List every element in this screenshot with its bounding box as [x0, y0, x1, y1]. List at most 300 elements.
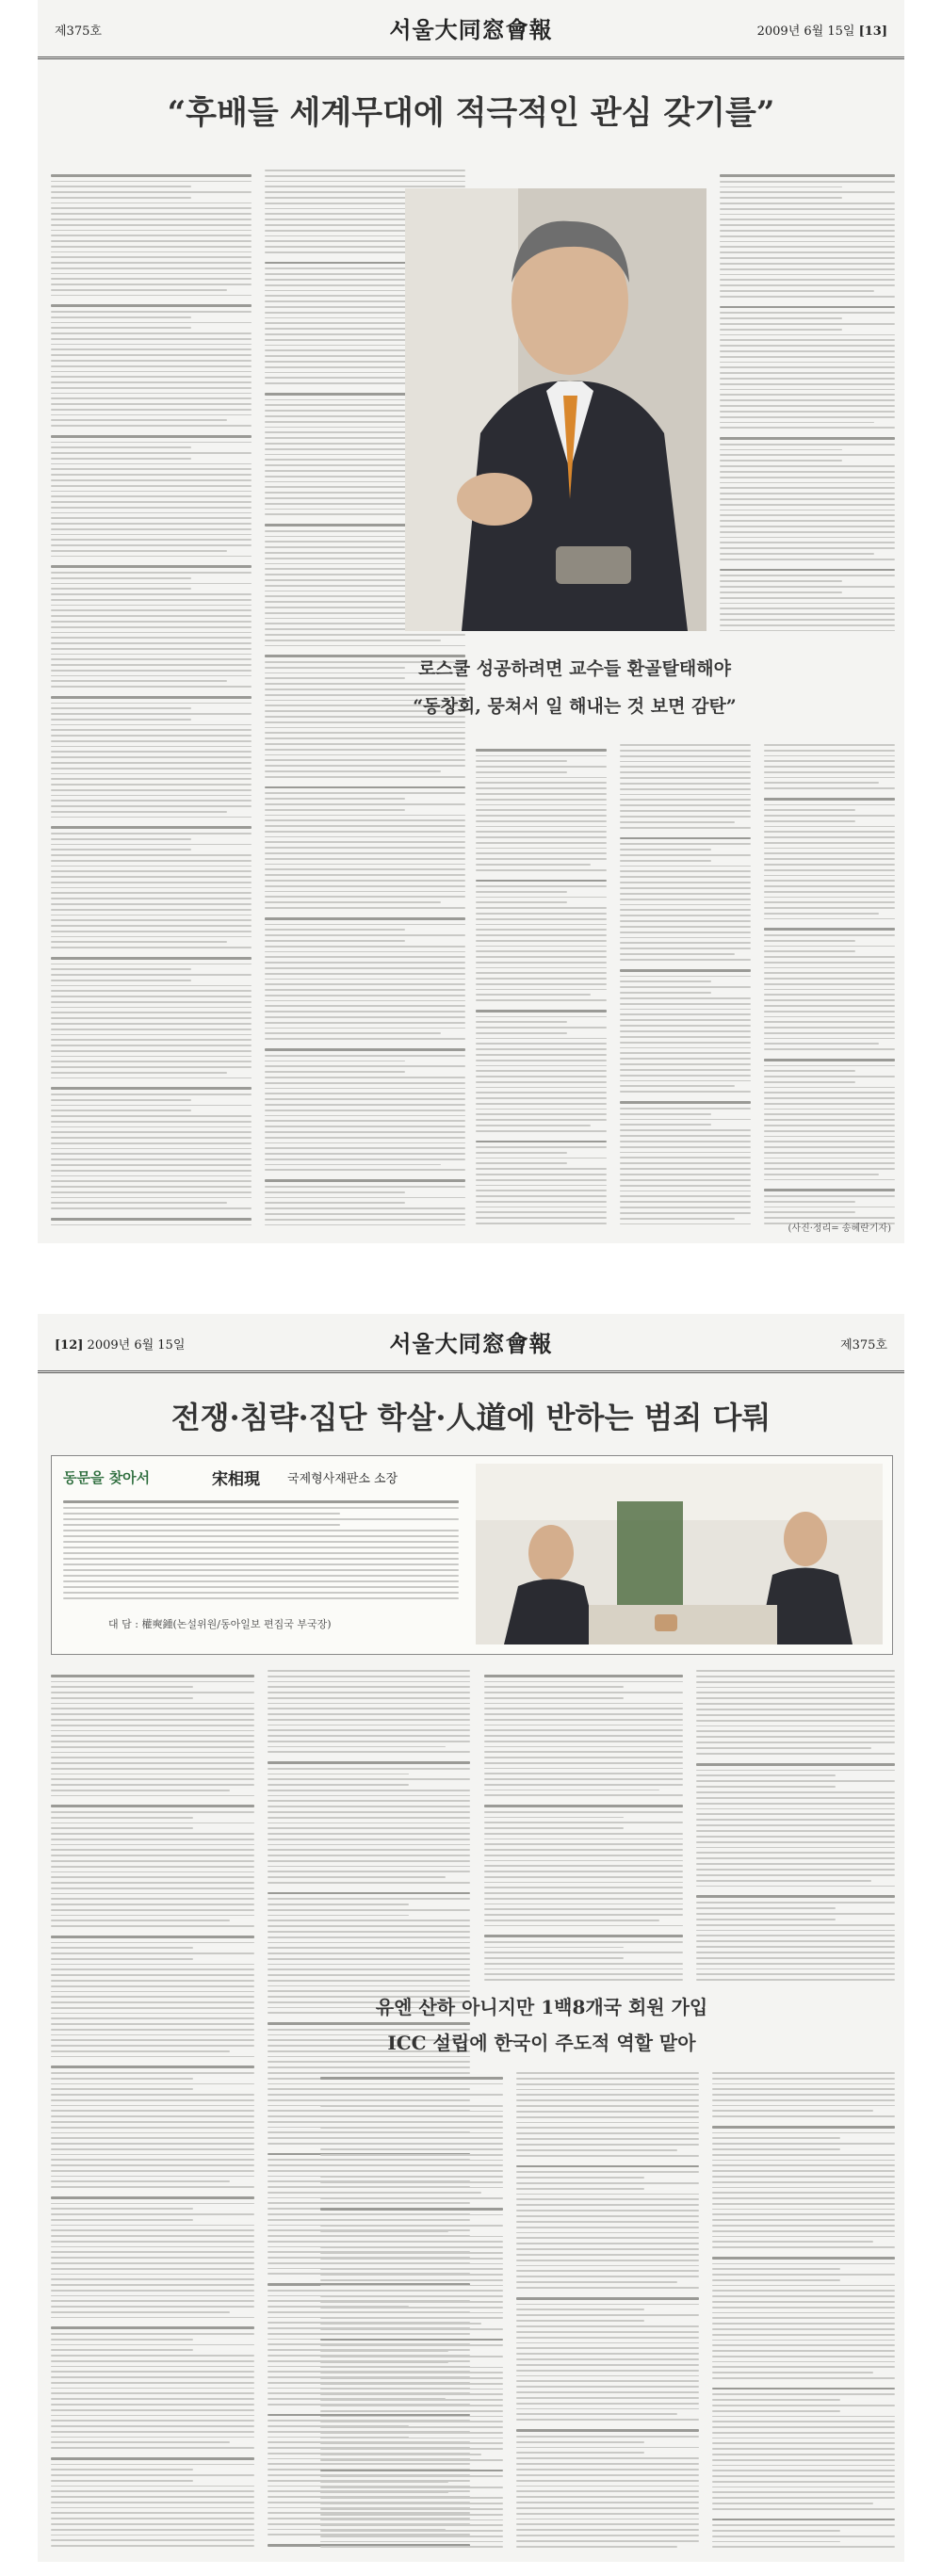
text-line	[320, 2083, 503, 2085]
text-line	[51, 751, 252, 753]
text-line	[712, 2459, 895, 2461]
text-line	[516, 2232, 699, 2234]
text-line	[516, 2122, 699, 2124]
text-line	[51, 479, 252, 481]
text-line	[620, 1080, 751, 1082]
text-line	[696, 1747, 871, 1749]
text-line	[764, 989, 895, 991]
text-line	[51, 2072, 254, 2074]
text-line	[265, 732, 465, 734]
text-line	[51, 1191, 252, 1193]
text-line	[620, 1091, 751, 1093]
text-line	[476, 1032, 567, 1034]
text-line	[51, 1762, 254, 1764]
text-line	[764, 999, 895, 1001]
text-line	[696, 1791, 895, 1793]
text-line	[51, 304, 252, 307]
text-line	[712, 2410, 840, 2412]
text-line	[51, 240, 252, 242]
text-line	[51, 414, 252, 416]
text-line	[320, 2127, 503, 2129]
text-line	[51, 849, 191, 851]
text-line	[51, 1066, 252, 1068]
text-line	[484, 1898, 683, 1900]
text-line	[51, 1164, 252, 1166]
text-line	[51, 675, 252, 677]
text-line	[516, 2457, 699, 2459]
text-line	[764, 907, 895, 909]
text-line	[712, 2115, 895, 2117]
text-line	[51, 2110, 254, 2112]
text-line	[476, 1092, 607, 1094]
text-line	[51, 348, 252, 350]
text-line	[265, 1131, 465, 1133]
text-line	[268, 1920, 471, 1921]
text-line	[476, 967, 607, 969]
text-line	[268, 1686, 471, 1688]
text-line	[764, 1141, 895, 1142]
text-line	[476, 799, 607, 801]
text-line	[320, 2470, 503, 2472]
text-line	[620, 909, 751, 911]
text-line	[265, 1213, 465, 1215]
text-line	[476, 907, 607, 909]
text-line	[265, 946, 465, 948]
text-line	[268, 1925, 471, 1927]
text-line	[265, 1088, 465, 1090]
text-line	[620, 1129, 751, 1131]
text-line	[476, 836, 607, 838]
text-line	[51, 1991, 254, 1993]
text-line	[764, 983, 895, 985]
text-line	[51, 1087, 252, 1090]
text-line	[712, 2340, 895, 2341]
text-line	[712, 2491, 895, 2493]
text-line	[265, 721, 465, 723]
text-line	[516, 2386, 699, 2388]
text-line	[51, 2196, 254, 2199]
text-line	[51, 1980, 254, 1982]
text-line	[51, 1964, 254, 1966]
text-line	[696, 1847, 895, 1849]
text-line	[720, 422, 874, 424]
text-line	[712, 2519, 895, 2521]
text-line	[764, 1076, 895, 1077]
text-line	[516, 2320, 644, 2322]
text-line	[51, 539, 252, 541]
text-line	[720, 487, 895, 489]
text-line	[476, 1185, 607, 1187]
text-line	[620, 1162, 751, 1164]
text-line	[476, 1103, 607, 1105]
text-line	[265, 181, 465, 183]
text-line	[712, 2072, 895, 2074]
text-line	[764, 798, 895, 801]
text-line	[51, 284, 252, 285]
text-line	[516, 2513, 699, 2515]
text-line	[516, 2370, 699, 2372]
text-line	[268, 1676, 471, 1677]
text-line	[516, 2474, 699, 2476]
text-line	[265, 831, 465, 833]
text-line	[620, 882, 751, 883]
text-line	[51, 203, 252, 204]
text-line	[620, 810, 751, 812]
text-line	[720, 268, 895, 270]
interviewer-line: 대 담 : 權奭鍾(논설위원/동아일보 편집국 부국장)	[108, 1618, 332, 1630]
text-line	[476, 1174, 607, 1175]
text-line	[476, 1097, 607, 1099]
newspaper-page-13	[38, 0, 904, 1243]
text-line	[51, 784, 252, 786]
text-line	[51, 826, 252, 829]
text-line	[265, 989, 465, 991]
text-line	[51, 2474, 254, 2476]
text-line	[712, 2148, 840, 2150]
text-line	[268, 1713, 471, 1715]
text-line	[51, 2284, 254, 2286]
text-line	[51, 583, 252, 585]
text-line	[476, 1207, 607, 1208]
text-line	[484, 1751, 683, 1753]
text-line	[51, 1774, 254, 1775]
text-column	[620, 744, 751, 1224]
text-line	[268, 1844, 471, 1846]
text-line	[268, 1909, 471, 1911]
text-line	[484, 1892, 683, 1894]
issue-number: 제375호	[55, 24, 102, 39]
text-line	[51, 1920, 230, 1921]
text-line	[51, 1153, 252, 1155]
text-line	[516, 2337, 699, 2339]
text-line	[620, 777, 751, 779]
text-column	[720, 170, 895, 631]
text-line	[516, 2480, 699, 2482]
text-line	[712, 2442, 895, 2444]
text-line	[764, 1162, 895, 1164]
text-line	[265, 175, 465, 177]
text-line	[764, 1097, 895, 1099]
text-line	[720, 323, 895, 325]
text-line	[484, 1882, 683, 1884]
text-line	[764, 1005, 895, 1007]
text-line	[51, 1703, 254, 1705]
text-line	[516, 2403, 699, 2405]
text-line	[320, 2301, 503, 2303]
text-line	[51, 468, 252, 470]
text-line	[320, 2350, 448, 2352]
text-line	[516, 2099, 699, 2101]
text-line	[620, 876, 751, 878]
text-line	[712, 2361, 895, 2363]
text-line	[476, 946, 607, 948]
text-line	[51, 1105, 252, 1107]
text-line	[720, 510, 895, 511]
text-line	[764, 1211, 855, 1213]
text-line	[320, 2426, 503, 2428]
text-line	[696, 1902, 895, 1904]
text-line	[720, 514, 895, 516]
text-line	[265, 962, 465, 964]
text-line	[63, 1507, 459, 1509]
text-line	[320, 2546, 503, 2548]
text-line	[320, 2475, 503, 2477]
text-line	[712, 2192, 895, 2194]
text-line	[51, 2382, 254, 2384]
text-line	[265, 404, 405, 406]
text-line	[265, 634, 465, 636]
text-line	[51, 528, 252, 530]
text-line	[51, 2099, 254, 2101]
text-line	[720, 575, 895, 576]
text-line	[320, 2416, 503, 2418]
text-line	[720, 224, 895, 226]
text-line	[51, 1218, 252, 1221]
text-line	[696, 1940, 895, 1942]
text-line	[51, 1827, 193, 1829]
text-line	[265, 896, 465, 898]
text-line	[620, 766, 751, 768]
text-line	[720, 405, 895, 407]
text-line	[51, 491, 252, 493]
text-line	[476, 777, 607, 779]
text-line	[516, 2325, 699, 2327]
text-line	[51, 2105, 254, 2107]
text-line	[476, 1201, 607, 1203]
text-column	[476, 744, 607, 1224]
text-line	[516, 2227, 699, 2228]
text-line	[51, 2257, 254, 2259]
text-line	[320, 2530, 503, 2532]
text-line	[764, 956, 895, 958]
text-line	[720, 547, 895, 549]
text-line	[265, 940, 405, 942]
text-line	[764, 1152, 895, 1154]
text-line	[51, 322, 252, 324]
text-line	[51, 703, 252, 705]
page-number: [13]	[858, 24, 887, 39]
text-line	[265, 1082, 465, 1084]
text-line	[265, 284, 405, 286]
text-line	[720, 580, 842, 582]
text-line	[51, 452, 252, 454]
text-line	[764, 1021, 895, 1023]
text-line	[320, 2356, 503, 2357]
text-line	[476, 766, 607, 768]
text-line	[764, 1201, 855, 1203]
text-line	[51, 2317, 254, 2319]
text-line	[484, 1925, 683, 1927]
text-line	[265, 1048, 465, 1051]
text-line	[712, 2105, 895, 2107]
text-line	[712, 2268, 840, 2270]
text-line	[268, 1681, 471, 1683]
text-line	[712, 2241, 873, 2243]
text-line	[476, 1152, 567, 1154]
text-line	[51, 2523, 254, 2525]
text-line	[51, 1001, 252, 1003]
text-line	[265, 186, 465, 187]
text-line	[320, 2143, 503, 2145]
text-line	[265, 934, 465, 936]
text-line	[764, 826, 895, 828]
text-line	[51, 235, 252, 236]
text-line	[268, 1871, 471, 1872]
text-line	[476, 809, 607, 811]
text-line	[51, 419, 227, 421]
text-line	[720, 274, 895, 276]
text-line	[265, 754, 465, 756]
text-line	[764, 1032, 895, 1034]
text-line	[696, 1968, 895, 1970]
text-line	[51, 909, 252, 911]
text-line	[51, 1029, 252, 1030]
text-line	[51, 2300, 254, 2302]
text-line	[712, 2448, 895, 2450]
text-line	[476, 749, 607, 752]
text-line	[51, 1697, 193, 1699]
text-line	[696, 1957, 895, 1959]
text-line	[484, 1941, 683, 1943]
text-line	[51, 1137, 252, 1139]
text-line	[720, 619, 895, 621]
text-line	[712, 2399, 840, 2401]
text-line	[712, 2078, 895, 2080]
text-line	[51, 2029, 254, 2031]
text-line	[720, 498, 895, 500]
text-line	[696, 1774, 836, 1776]
text-line	[476, 934, 607, 936]
text-line	[265, 759, 465, 761]
text-column	[696, 1670, 895, 1981]
text-line	[51, 376, 252, 378]
interviewee-role: 국제형사재판소 소장	[287, 1472, 398, 1486]
text-line	[712, 2524, 895, 2526]
text-line	[696, 1720, 895, 1722]
text-line	[51, 1131, 252, 1133]
text-line	[51, 2268, 254, 2270]
text-line	[320, 2160, 503, 2162]
text-line	[720, 493, 895, 494]
text-line	[320, 2295, 503, 2297]
text-line	[51, 1202, 227, 1204]
text-line	[320, 2514, 503, 2516]
text-line	[712, 2132, 895, 2134]
text-line	[265, 415, 405, 417]
text-line	[265, 1011, 465, 1013]
text-line	[764, 1130, 895, 1132]
text-line	[516, 2105, 699, 2107]
text-line	[484, 1681, 683, 1683]
text-line	[51, 507, 252, 509]
text-line	[51, 1778, 254, 1780]
text-line	[764, 842, 895, 844]
text-line	[51, 1904, 254, 1905]
text-line	[696, 1913, 895, 1915]
text-line	[265, 864, 465, 866]
text-line	[764, 1027, 895, 1029]
text-line	[720, 317, 842, 319]
text-line	[51, 931, 252, 932]
text-line	[320, 2164, 503, 2166]
text-line	[51, 2344, 254, 2346]
text-line	[51, 2127, 254, 2129]
text-line	[720, 559, 895, 560]
text-column	[51, 1670, 254, 2546]
text-line	[51, 1056, 252, 1058]
text-line	[51, 2290, 254, 2292]
text-line	[51, 1768, 254, 1770]
text-line	[476, 1179, 607, 1181]
text-line	[476, 1141, 607, 1143]
text-line	[265, 956, 465, 958]
text-line	[476, 1162, 567, 1164]
text-line	[764, 787, 895, 789]
text-line	[620, 854, 751, 856]
text-line	[720, 203, 895, 204]
text-line	[712, 2099, 895, 2101]
text-line	[51, 609, 252, 611]
text-line	[265, 847, 465, 849]
text-line	[320, 2252, 503, 2254]
text-line	[51, 1186, 252, 1188]
text-line	[51, 1039, 252, 1041]
text-line	[516, 2375, 699, 2377]
text-line	[51, 1681, 254, 1683]
text-line	[265, 995, 465, 996]
text-line	[764, 864, 895, 866]
text-line	[620, 1047, 751, 1049]
text-line	[51, 833, 252, 834]
text-line	[720, 389, 895, 391]
text-line	[265, 825, 465, 827]
text-line	[476, 1146, 607, 1148]
text-line	[712, 2344, 895, 2346]
text-line	[764, 1179, 895, 1181]
text-line	[265, 765, 465, 767]
text-line	[265, 1186, 465, 1188]
text-line	[720, 197, 842, 199]
text-line	[712, 2094, 895, 2096]
text-line	[51, 778, 252, 780]
text-line	[620, 744, 751, 746]
text-line	[476, 820, 607, 822]
page-headline: “후배들 세계무대에 적극적인 관심 갖기를”	[167, 94, 775, 132]
text-line	[484, 1963, 683, 1965]
text-line	[63, 1558, 459, 1560]
text-line	[51, 1876, 254, 1878]
text-line	[51, 251, 252, 253]
text-line	[620, 1036, 751, 1038]
text-line	[476, 962, 607, 964]
text-line	[51, 219, 252, 220]
text-line	[476, 864, 591, 866]
text-line	[720, 504, 895, 506]
text-line	[764, 1207, 895, 1208]
text-line	[265, 546, 405, 548]
text-line	[620, 969, 751, 972]
text-line	[320, 2105, 503, 2107]
text-line	[712, 2274, 895, 2276]
text-line	[720, 394, 895, 396]
text-line	[764, 1065, 895, 1067]
text-line	[265, 1137, 465, 1139]
text-line	[476, 989, 607, 991]
text-line	[620, 837, 751, 840]
text-line	[720, 460, 842, 462]
text-line	[712, 2377, 895, 2379]
text-line	[51, 621, 252, 623]
